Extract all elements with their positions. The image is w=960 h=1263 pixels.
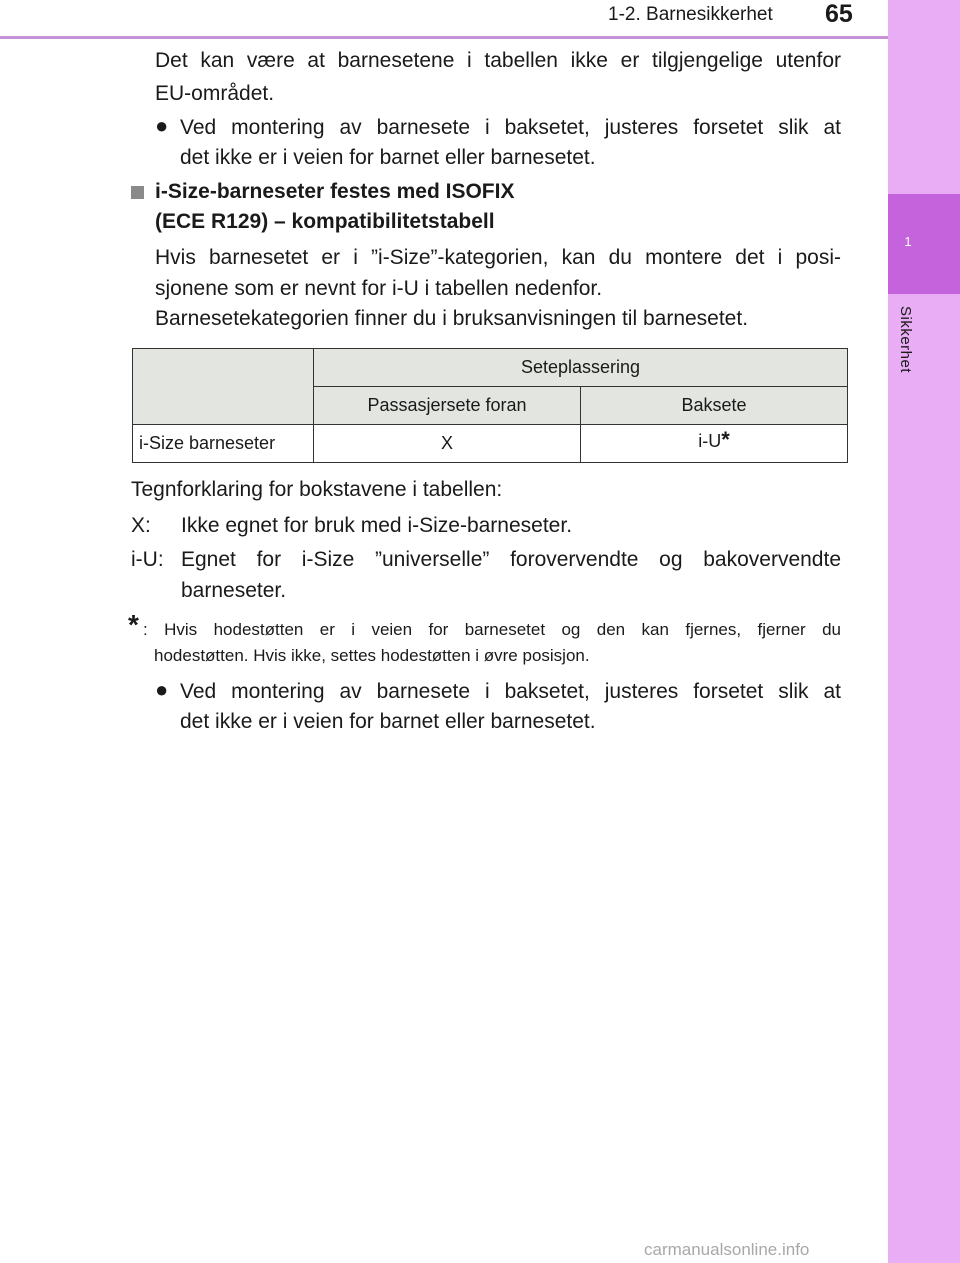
- header-divider: [0, 36, 888, 39]
- section-heading-line-1: i-Size-barneseter festes med ISOFIX: [155, 180, 515, 203]
- legend-key-x: X:: [131, 514, 151, 537]
- table-cell-front: X: [314, 425, 581, 463]
- compatibility-table: [132, 348, 848, 463]
- section-para-line-2: sjonene som er nevnt for i-U i tabellen nedenfor.: [155, 277, 603, 300]
- table-row-label: i-Size barneseter: [133, 425, 314, 463]
- chapter-number: 1: [904, 234, 912, 249]
- table-corner-cell: [133, 349, 314, 425]
- table-cell-rear: [581, 425, 848, 463]
- page-number: 65: [825, 0, 853, 28]
- section-title: 1-2. Barnesikkerhet: [608, 4, 773, 25]
- bullet1-line-1: Ved montering av barnesete i baksetet, justeres forsetet slik at: [180, 116, 841, 139]
- legend-text-iu-line-1: Egnet for i-Size ”universelle” forovervendte og bakovervendte: [181, 548, 841, 571]
- section-heading-line-2: (ECE R129) – kompatibilitetstabell: [155, 210, 495, 233]
- legend-intro: Tegnforklaring for bokstavene i tabellen:: [131, 478, 503, 501]
- intro-line-1: Det kan være at barnesetene i tabellen ikke er tilgjengelige utenfor: [155, 49, 841, 72]
- chapter-label: Sikkerhet: [897, 306, 914, 374]
- table-col-header-rear: Baksete: [581, 387, 848, 425]
- intro-line-2: EU-området.: [155, 82, 275, 105]
- section-para-line-1: Hvis barnesetet er i ”i-Size”-kategorien, kan du montere det i posi-: [155, 246, 841, 269]
- legend-key-iu: i-U:: [131, 548, 164, 571]
- bullet2-line-1: Ved montering av barnesete i baksetet, justeres forsetet slik at: [180, 680, 841, 703]
- bullet2-line-2: det ikke er i veien for barnet eller barnesetet.: [180, 710, 596, 733]
- section-square-icon: [131, 186, 144, 199]
- bullet-dot-icon: ●: [155, 113, 169, 138]
- footnote-line-2: hodestøtten. Hvis ikke, settes hodestøtten i øvre posisjon.: [154, 646, 590, 665]
- legend-text-x: Ikke egnet for bruk med i-Size-barneseter.: [181, 514, 573, 537]
- table-group-header: Seteplassering: [314, 349, 848, 387]
- section-para-line-3: Barnesetekategorien finner du i bruksanvisningen til barnesetet.: [155, 307, 749, 330]
- table-cell-rear-value: i-U: [698, 430, 722, 451]
- footnote-mark: *: [128, 609, 139, 640]
- chapter-side-tab: [888, 0, 960, 1263]
- table-col-header-front: Passasjersete foran: [314, 387, 581, 425]
- watermark: carmanualsonline.info: [644, 1240, 810, 1259]
- table-footnote-mark: *: [721, 426, 730, 452]
- footnote-line-1: : Hvis hodestøtten er i veien for barnesetet og den kan fjernes, fjerner du: [143, 620, 841, 639]
- bullet-dot-icon: ●: [155, 677, 169, 702]
- bullet1-line-2: det ikke er i veien for barnet eller barnesetet.: [180, 146, 596, 169]
- legend-text-iu-line-2: barneseter.: [181, 579, 287, 602]
